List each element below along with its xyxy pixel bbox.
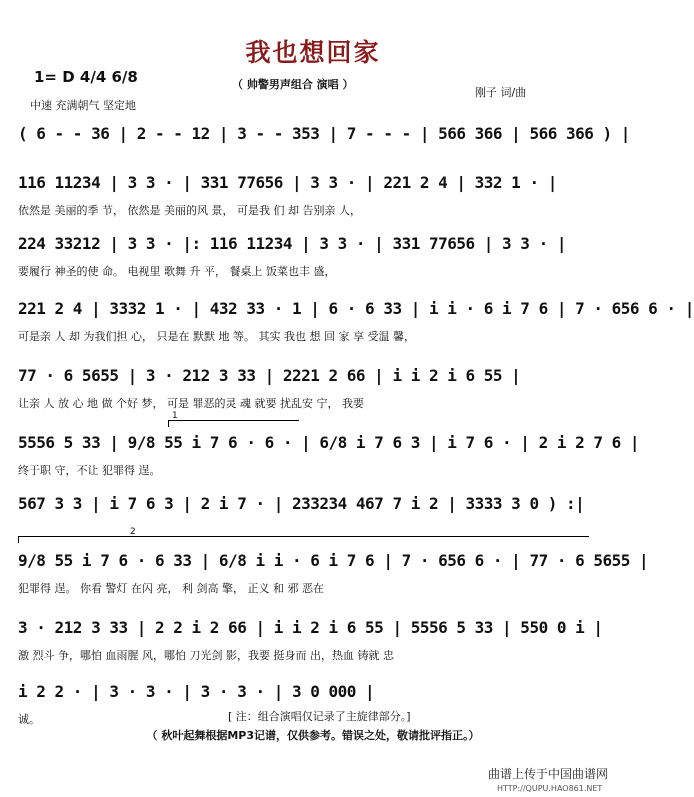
notation-line: 3 · 212 3 33 | 2 2 i 2 66 | i i 2 i 6 55 | 5556 5 33 | 550 0 i | <box>18 618 603 637</box>
notation-line: 224 33212 | 3 3 · |: 116 11234 | 3 3 · | 331 77656 | 3 3 · | <box>18 234 566 253</box>
notation-line: 77 · 6 5655 | 3 · 212 3 33 | 2221 2 66 | i i 2 i 6 55 | <box>18 366 521 385</box>
watermark-text: 曲谱上传于中国曲谱网 <box>488 767 609 781</box>
transcription-note: [ 注：组合演唱仅记录了主旋律部分。] <box>228 710 411 723</box>
footer-disclaimer: （ 秋叶起舞根据MP3记谱，仅供参考。错误之处，敬请批评指正。） <box>146 729 480 742</box>
notation-line: i 2 2 · | 3 · 3 · | 3 · 3 · | 3 0 000 | <box>18 682 375 701</box>
watermark-url: HTTP://QUPU.HAO861.NET <box>497 784 603 793</box>
volta-bracket-2 <box>18 536 589 543</box>
notation-line: 116 11234 | 3 3 · | 331 77656 | 3 3 · | 221 2 4 | 332 1 · | <box>18 173 557 192</box>
key-signature: 1= D 4/4 6/8 <box>34 68 138 86</box>
lyrics-line: 诚。 <box>18 713 40 726</box>
lyrics-line: 犯罪得 逞。 你看 警灯 在闪 亮， 利 剑高 擎， 正义 和 邪 恶在 <box>18 582 324 595</box>
volta-label-1: 1 <box>172 411 178 421</box>
volta-bracket-1 <box>168 420 299 427</box>
tempo-marking: 中速 充满朝气 坚定地 <box>30 99 136 112</box>
notation-line: 5556 5 33 | 9/8 55 i 7 6 · 6 · | 6/8 i 7 6 3 | i 7 6 · | 2 i 2 7 6 | <box>18 433 640 452</box>
lyrics-line: 激 烈斗 争，哪怕 血雨腥 风，哪怕 刀光剑 影，我要 挺身而 出，热血 铸就 忠 <box>18 649 394 662</box>
performer-credit: （ 帅警男声组合 演唱 ） <box>232 78 354 91</box>
notation-line: 221 2 4 | 3332 1 · | 432 33 · 1 | 6 · 6 33 | i i · 6 i 7 6 | 7 · 656 6 · | <box>18 299 694 318</box>
notation-line: 567 3 3 | i 7 6 3 | 2 i 7 · | 233234 467 7 i 2 | 3333 3 0 ) :| <box>18 494 585 513</box>
song-title: 我也想回家 <box>245 38 381 67</box>
lyrics-line: 可是亲 人 却 为我们担 心， 只是在 默默 地 等。 其实 我也 想 回 家 享 受温 馨， <box>18 330 415 343</box>
notation-line: ( 6 - - 36 | 2 - - 12 | 3 - - 353 | 7 - - - | 566 366 | 566 366 ) | <box>18 124 630 143</box>
notation-line: 9/8 55 i 7 6 · 6 33 | 6/8 i i · 6 i 7 6 | 7 · 656 6 · | 77 · 6 5655 | <box>18 551 649 570</box>
lyricist-composer-credit: 刚子 词/曲 <box>475 86 527 99</box>
lyrics-line: 依然是 美丽的季 节， 依然是 美丽的风 景， 可是我 们 却 告别亲 人， <box>18 204 361 217</box>
lyrics-line: 让亲 人 放 心 地 做 个好 梦， 可是 罪恶的灵 魂 就要 扰乱安 宁， 我要 <box>18 397 364 410</box>
volta-label-2: 2 <box>130 527 136 537</box>
lyrics-line: 终于职 守，不让 犯罪得 逞。 <box>18 464 161 477</box>
lyrics-line: 要履行 神圣的使 命。 电视里 歌舞 升 平， 餐桌上 饭菜也丰 盛， <box>18 265 336 278</box>
